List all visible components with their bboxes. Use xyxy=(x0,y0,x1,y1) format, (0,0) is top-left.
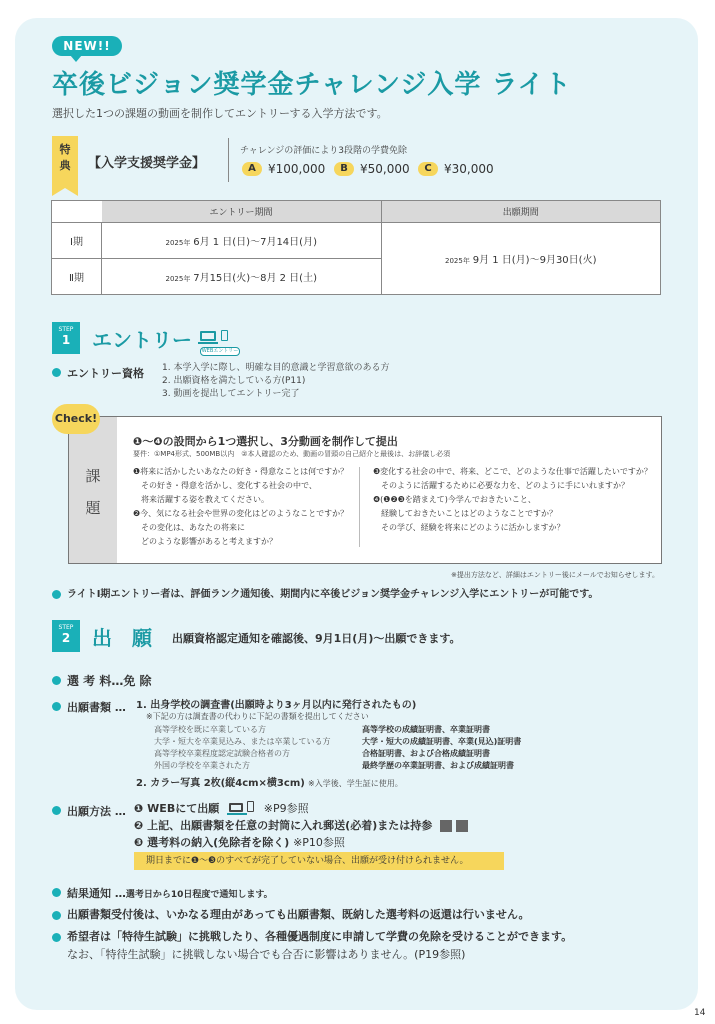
question-line: その学び、経験を将来にどのように活かしますか？ xyxy=(373,523,565,532)
method-text: 選考料の納入(免除者を除く) xyxy=(147,836,290,849)
list-item: 高等学校の成績証明書、卒業証明書 xyxy=(362,725,490,734)
question-line: その好き・得意を活かし、変化する社会の中で、 xyxy=(133,481,317,490)
year: 2025年 xyxy=(445,257,470,265)
tier-b-badge: B xyxy=(334,162,354,176)
apply-period-cell xyxy=(381,223,661,295)
row-label: Ⅱ期 xyxy=(52,259,102,295)
method-ref: ※P9参照 xyxy=(263,802,309,815)
list-item: 2. 出願資格を満たしている方(P11) xyxy=(162,376,306,386)
step2-box xyxy=(52,620,80,652)
method-num: ❷ xyxy=(134,819,144,832)
special-row xyxy=(52,928,572,944)
question-line: ❷今、気になる社会や世界の変化はどのようなことですか？ xyxy=(133,509,349,518)
step-word: STEP xyxy=(58,326,74,333)
entry-dates: 7月15日(火)～8月 2 日(土) xyxy=(193,273,317,284)
task-box xyxy=(68,416,662,564)
question-line: その変化は、あなたの将来に xyxy=(133,523,245,532)
bullet-icon xyxy=(52,888,61,897)
question-line: 経験しておきたいことはどのようなことですか？ xyxy=(373,509,557,518)
task-side-label xyxy=(69,417,117,563)
question-line: そのように活躍するために必要な力を、どのように手にいれますか？ xyxy=(373,481,629,490)
light-note xyxy=(52,585,598,600)
laptop-icon xyxy=(200,331,216,341)
method-row xyxy=(52,800,126,819)
year: 2025年 xyxy=(165,275,191,283)
mailbox-icon xyxy=(440,820,452,832)
entry-period-cell xyxy=(102,259,382,295)
scholarship-label: 【入学支援奨学金】 xyxy=(88,156,206,171)
doc1-note: ※下記の方は調査書の代わりに下記の書類を提出してください xyxy=(146,712,369,721)
bullet-icon xyxy=(52,676,61,685)
doc1: 1. 出身学校の調査書(出願時より3ヶ月以内に発行されたもの) xyxy=(136,700,417,711)
step1-box xyxy=(52,322,80,354)
alt-docs-who xyxy=(154,724,354,772)
entry-period-header: エントリー期間 xyxy=(102,201,382,223)
method-text: 上記、出願書類を任意の封筒に入れ郵送(必着)または持参 xyxy=(147,819,433,832)
footnote: ※提出方法など、詳細はエントリー後にメールでお知らせします。 xyxy=(451,571,659,579)
result-label: 結果通知 … xyxy=(67,887,126,900)
alt-docs-doc xyxy=(362,724,521,772)
list-item: 高等学校卒業程度認定試験合格者の方 xyxy=(154,749,290,758)
method-num: ❶ xyxy=(134,802,144,815)
entry-qualification xyxy=(52,362,144,381)
question-line: ❸変化する社会の中で、将来、どこで、どのような仕事で活躍したいですか？ xyxy=(373,467,652,476)
table-row xyxy=(52,223,661,259)
question-line: 将来活躍する姿を教えてください。 xyxy=(133,495,269,504)
docs-row xyxy=(52,696,126,715)
list-item: 外国の学校を卒業された方 xyxy=(154,761,250,770)
check-badge: Check! xyxy=(52,404,100,434)
method-text: WEBにて出願 xyxy=(147,802,220,815)
new-badge: NEW!! xyxy=(52,36,122,56)
question-line: ❶将来に活かしたいあなたの好き・得意なことは何ですか？ xyxy=(133,467,349,476)
no-refund-text: 出願書類受付後は、いかなる理由があっても出願書類、既納した選考料の返還は行いません。 xyxy=(67,908,530,921)
method-item xyxy=(134,817,468,834)
question-line: どのような影響があると考えますか？ xyxy=(133,537,277,546)
questions-left xyxy=(133,465,348,549)
questions-right xyxy=(373,465,652,535)
tier-c xyxy=(418,162,494,176)
bullet-icon xyxy=(52,911,61,920)
doc2-note: ※入学後、学生証に使用。 xyxy=(308,779,403,788)
laptop-icon xyxy=(229,803,243,812)
light-note-text: ライトⅠ期エントリー者は、評価ランク通知後、期間内に卒後ビジョン奨学金チャレンジ入学にエントリーが可能です。 xyxy=(67,589,599,600)
method-item xyxy=(134,800,468,817)
step-number: 2 xyxy=(61,631,71,645)
page-title: 卒後ビジョン奨学金チャレンジ入学 ライト xyxy=(52,70,572,100)
list-item: 大学・短大の成績証明書、卒業(見込)証明書 xyxy=(362,737,522,746)
apply-period-header: 出願期間 xyxy=(381,201,661,223)
page-subtitle: 選択した1つの課題の動画を制作してエントリーする入学方法です。 xyxy=(52,107,388,120)
divider xyxy=(359,467,360,547)
bullet-icon xyxy=(52,933,61,942)
step-number: 1 xyxy=(61,333,71,347)
fee-row xyxy=(52,670,152,689)
bullet-icon xyxy=(52,806,61,815)
step2-title: 出 願 xyxy=(92,626,152,650)
table-header-row xyxy=(52,201,661,223)
web-entry-label: WEBエントリー xyxy=(201,348,239,354)
tier-b xyxy=(334,162,410,176)
method-label: 出願方法 … xyxy=(67,805,126,818)
tier-c-amount: ¥30,000 xyxy=(444,162,494,176)
apply-dates: 9月 1 日(月)～9月30日(火) xyxy=(472,255,597,266)
list-item: 3. 動画を提出してエントリー完了 xyxy=(162,389,300,399)
tier-c-badge: C xyxy=(418,162,438,176)
list-item: 合格証明書、および合格成績証明書 xyxy=(362,749,490,758)
special-note: なお、「特待生試験」に挑戦しない場合でも合否に影響はありません。(P19参照) xyxy=(67,948,466,961)
special-text: 希望者は「特待生試験」に挑戦したり、各種優遇制度に申請して学費の免除を受けることができます。 xyxy=(67,930,573,943)
warning-note: 期日までに❶～❸のすべてが完了していない場合、出願が受け付けられません。 xyxy=(134,852,504,870)
task-char: 課 xyxy=(85,467,101,485)
tier-a-amount: ¥100,000 xyxy=(268,162,326,176)
task-requirement: 要件：①MP4形式、500MB以内 ②本人確認のため、動画の冒頭の自己紹介と最後は、お辞儀し必須 xyxy=(133,450,451,458)
period-table xyxy=(51,200,661,295)
year: 2025年 xyxy=(165,239,191,247)
web-entry-badge xyxy=(200,326,240,354)
method-ref: ※P10参照 xyxy=(293,836,345,849)
qualification-label: エントリー資格 xyxy=(67,367,144,380)
tier-a xyxy=(242,162,325,176)
list-item: 1. 本学入学に際し、明確な目的意識と学習意欲のある方 xyxy=(162,363,390,373)
benefit-flag xyxy=(52,136,78,188)
result-text: 選考日から10日程度で通知します。 xyxy=(125,890,273,900)
tier-a-badge: A xyxy=(242,162,262,176)
question-line: ❹(❶❷❸を踏まえて)今学んでおきたいこと、 xyxy=(373,495,536,504)
entry-period-cell xyxy=(102,223,382,259)
result-row xyxy=(52,882,273,901)
requirements-list xyxy=(162,362,389,401)
list-item: 高等学校を既に卒業している方 xyxy=(154,725,266,734)
page-number: 14 xyxy=(694,1008,706,1018)
step1-title: エントリー xyxy=(92,328,192,352)
task-heading: ❶～❹の設問から1つ選択し、3分動画を制作して提出 xyxy=(133,435,398,448)
benefit-flag-label: 特 典 xyxy=(59,143,71,172)
doc2-row xyxy=(136,774,403,789)
bullet-icon xyxy=(52,590,61,599)
method-item xyxy=(134,834,468,851)
entry-dates: 6月 1 日(日)～7月14日(月) xyxy=(193,237,317,248)
methods-list xyxy=(134,800,468,851)
fee-text: 選 考 料…免 除 xyxy=(67,674,152,688)
bullet-icon xyxy=(52,702,61,711)
building-icon xyxy=(456,820,468,832)
divider xyxy=(228,138,229,182)
phone-icon xyxy=(247,801,254,812)
no-refund-row xyxy=(52,906,530,922)
doc2: 2. カラー写真 2枚(縦4cm×横3cm) xyxy=(136,778,305,789)
phone-icon xyxy=(221,330,228,341)
step2-desc: 出願資格認定通知を確認後、9月1日(月)～出願できます。 xyxy=(172,632,461,645)
task-char: 題 xyxy=(85,499,101,517)
tier-b-amount: ¥50,000 xyxy=(360,162,410,176)
list-item: 最終学歴の卒業証明書、および成績証明書 xyxy=(362,761,514,770)
bullet-icon xyxy=(52,368,61,377)
scholarship-desc: チャレンジの評価により3段階の学費免除 xyxy=(240,146,408,156)
docs-label: 出願書類 … xyxy=(67,701,126,714)
row-label: Ⅰ期 xyxy=(52,223,102,259)
step-word: STEP xyxy=(58,624,74,631)
method-num: ❸ xyxy=(134,836,144,849)
list-item: 大学・短大を卒業見込み、または卒業している方 xyxy=(154,737,331,746)
